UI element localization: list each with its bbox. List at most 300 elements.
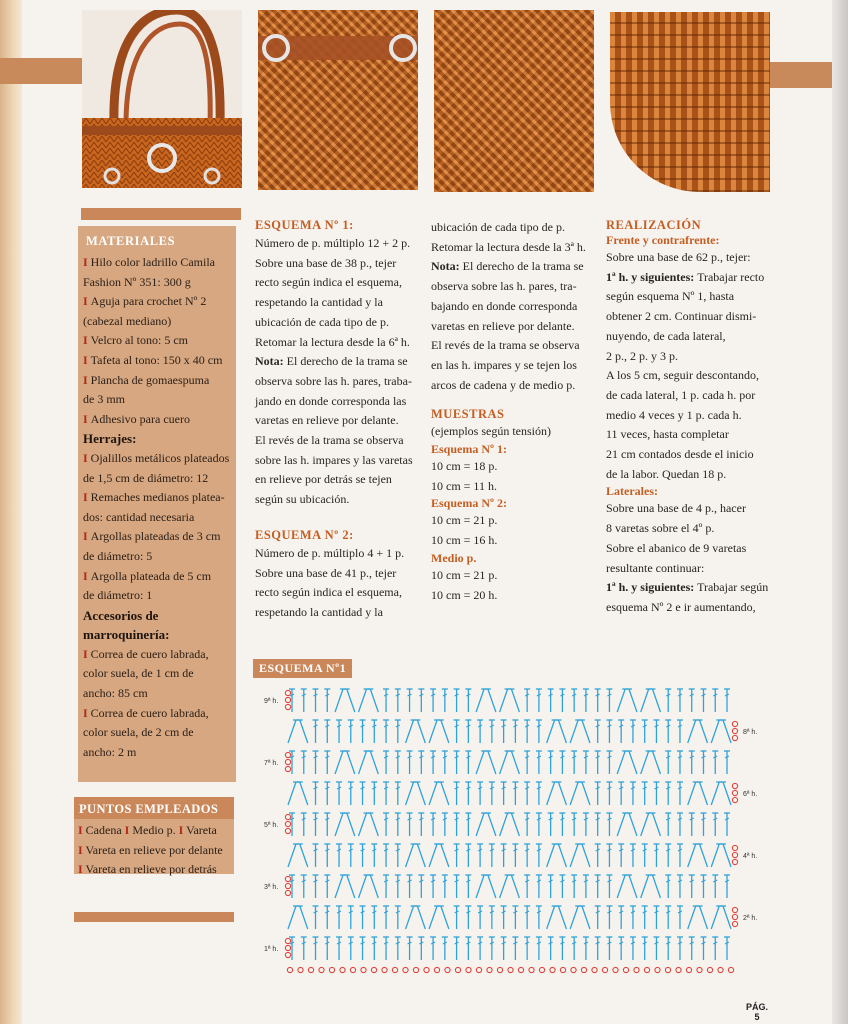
decor-band-right xyxy=(770,62,832,88)
esquema2-text xyxy=(255,544,425,623)
turning-chain xyxy=(285,752,290,757)
bullet-mark: I xyxy=(83,529,91,544)
materials-box xyxy=(78,226,236,782)
material-item xyxy=(83,351,235,371)
puntos-line-3: I Vareta en relieve por detrás xyxy=(78,862,217,877)
chain-stitch xyxy=(686,967,691,972)
crossed-vareta xyxy=(488,689,496,712)
crossed-vareta xyxy=(500,813,508,836)
crossed-vareta xyxy=(300,720,308,743)
materials-title: MATERIALES xyxy=(86,234,176,248)
materials-subheading: Herrajes: xyxy=(83,431,137,447)
crossed-vareta xyxy=(547,844,555,867)
crossed-vareta xyxy=(417,844,425,867)
puntos-line-2: I Vareta en relieve por delante xyxy=(78,842,223,857)
crossed-vareta xyxy=(417,906,425,929)
material-item xyxy=(83,723,235,743)
row-label-right: 2ª h. xyxy=(743,915,758,922)
text-line: según su ubicación. xyxy=(255,492,350,507)
muestras-subtitle: (ejemplos según tensión) xyxy=(431,424,551,439)
chain-stitch xyxy=(413,967,418,972)
crossed-vareta xyxy=(488,875,496,898)
crossed-vareta xyxy=(441,844,449,867)
bullet-mark: I xyxy=(83,333,91,348)
materials-list xyxy=(83,253,235,762)
crossed-vareta xyxy=(652,751,660,774)
crossed-vareta xyxy=(511,875,519,898)
crossed-vareta xyxy=(711,906,719,929)
crossed-vareta xyxy=(429,844,437,867)
crossed-vareta xyxy=(288,720,296,743)
chain-stitch xyxy=(665,967,670,972)
crossed-vareta xyxy=(629,875,637,898)
chain-stitch xyxy=(560,967,565,972)
crossed-vareta xyxy=(547,782,555,805)
muestra1-title: Esquema Nº 1: xyxy=(431,442,507,457)
crossed-vareta xyxy=(476,689,484,712)
text-line: Retomar la lectura desde la 6ª h. xyxy=(255,334,410,349)
text-line: El revés de la trama se observa xyxy=(255,433,404,448)
crossed-vareta xyxy=(347,875,355,898)
esquema1-text xyxy=(255,234,425,352)
material-text: Remaches medianos platea- xyxy=(90,490,225,505)
chain-stitch xyxy=(602,967,607,972)
esquema1-title: ESQUEMA Nº 1: xyxy=(255,218,354,232)
chain-stitch xyxy=(529,967,534,972)
row-label-left: 5ª h. xyxy=(264,822,279,829)
realizacion-bold-a: 1ª h. y siguientes: Trabajar recto xyxy=(606,269,765,284)
bullet-mark: I xyxy=(83,372,91,387)
chain-stitch xyxy=(634,967,639,972)
chain-stitch xyxy=(329,967,334,972)
crossed-vareta xyxy=(300,782,308,805)
chain-stitch xyxy=(728,967,733,972)
chain-stitch xyxy=(497,967,502,972)
bullet-mark: I xyxy=(83,450,91,465)
photo-bag xyxy=(82,10,242,188)
material-item xyxy=(83,410,235,430)
crossed-vareta xyxy=(558,906,566,929)
crossed-vareta xyxy=(723,906,731,929)
text-line: Número de p. múltiplo 4 + 1 p. xyxy=(255,545,405,560)
chain-stitch xyxy=(623,967,628,972)
text-line: en las h. impares y se tejen los xyxy=(431,357,577,372)
crossed-vareta xyxy=(406,720,414,743)
chain-stitch xyxy=(676,967,681,972)
crossed-vareta xyxy=(406,844,414,867)
text-line: 10 cm = 21 p. xyxy=(431,567,498,582)
turning-chain xyxy=(732,852,737,857)
text-line: 2 p., 2 p. y 3 p. xyxy=(606,348,678,363)
material-item xyxy=(83,704,235,724)
crossed-vareta xyxy=(406,906,414,929)
material-text: color suela, de 2 cm de xyxy=(83,725,194,740)
text-line: Sobre el abanico de 9 varetas xyxy=(606,540,747,555)
photo-side-detail xyxy=(610,12,770,192)
text-line: medio 4 veces y 1 p. cada h. xyxy=(606,407,742,422)
crossed-vareta xyxy=(558,720,566,743)
crossed-vareta xyxy=(347,813,355,836)
turning-chain xyxy=(732,790,737,795)
chain-stitch xyxy=(445,967,450,972)
text-line: jando en donde corresponda las xyxy=(255,393,407,408)
chain-stitch xyxy=(340,967,345,972)
column-realizacion xyxy=(606,218,786,618)
photo-strap-detail xyxy=(258,10,418,190)
realizacion-text-b xyxy=(606,499,786,578)
material-item xyxy=(83,390,235,410)
text-line: 10 cm = 11 h. xyxy=(431,478,497,493)
turning-chain xyxy=(285,945,290,950)
turning-chain xyxy=(732,783,737,788)
turning-chain xyxy=(285,766,290,771)
turning-chain xyxy=(285,883,290,888)
crossed-vareta xyxy=(347,751,355,774)
crossed-vareta xyxy=(511,751,519,774)
punto-cadena: Cadena xyxy=(85,823,122,837)
turning-chain xyxy=(285,876,290,881)
crochet-chart-esquema-1 xyxy=(262,684,772,980)
sidebar-top-band xyxy=(81,208,241,220)
sidebar-bottom-band xyxy=(74,912,234,922)
puntos-line-1: I Cadena I Medio p. I Vareta xyxy=(78,823,217,837)
turning-chain xyxy=(732,797,737,802)
row-label-right: 6ª h. xyxy=(743,791,758,798)
crossed-vareta xyxy=(582,720,590,743)
page-number xyxy=(742,1002,772,1022)
crossed-vareta xyxy=(688,720,696,743)
crossed-vareta xyxy=(699,844,707,867)
material-text: de diámetro: 5 xyxy=(83,548,153,563)
crossed-vareta xyxy=(547,720,555,743)
bullet-mark: I xyxy=(83,294,91,309)
crossed-vareta xyxy=(641,813,649,836)
material-text: Hilo color ladrillo Camila xyxy=(90,255,215,269)
turning-chain xyxy=(285,938,290,943)
column-esquemas xyxy=(255,218,425,623)
turning-chain xyxy=(285,690,290,695)
crossed-vareta xyxy=(617,689,625,712)
text-line: varetas en relieve por delante. xyxy=(431,318,575,333)
chain-stitch xyxy=(592,967,597,972)
material-text: ancho: 2 m xyxy=(83,744,137,759)
puntos-box xyxy=(74,797,234,877)
material-item xyxy=(83,547,235,567)
turning-chain xyxy=(285,814,290,819)
crossed-vareta xyxy=(723,720,731,743)
material-item xyxy=(83,645,235,665)
muestra2-title: Esquema Nº 2: xyxy=(431,496,507,511)
row-label-left: 3ª h. xyxy=(264,884,279,891)
row-label-right: 4ª h. xyxy=(743,853,758,860)
crossed-vareta xyxy=(476,813,484,836)
puntos-title: PUNTOS EMPLEADOS xyxy=(79,802,219,816)
crossed-vareta xyxy=(300,906,308,929)
chain-stitch xyxy=(466,967,471,972)
chain-stitch xyxy=(718,967,723,972)
muestras-title: MUESTRAS xyxy=(431,407,505,422)
material-item xyxy=(83,567,235,587)
chain-stitch xyxy=(434,967,439,972)
text-line: recto según indica el esquema, xyxy=(255,275,402,290)
text-line: 10 cm = 16 h. xyxy=(431,533,498,548)
turning-chain xyxy=(732,914,737,919)
crossed-vareta xyxy=(617,813,625,836)
crossed-vareta xyxy=(711,720,719,743)
text-line: de la labor. Quedan 18 p. xyxy=(606,466,727,481)
crossed-vareta xyxy=(699,782,707,805)
realizacion-bold-b: 1ª h. y siguientes: Trabajar según xyxy=(606,580,769,595)
materials-subheading: Accesorios de xyxy=(83,607,159,623)
turning-chain xyxy=(285,704,290,709)
crossed-vareta xyxy=(300,844,308,867)
decor-band-left xyxy=(0,58,84,84)
crossed-vareta xyxy=(370,689,378,712)
crossed-vareta xyxy=(370,751,378,774)
chain-stitch xyxy=(371,967,376,972)
material-item xyxy=(83,684,235,704)
turning-chain xyxy=(732,907,737,912)
text-line: obtener 2 cm. Continuar dismi- xyxy=(606,309,757,324)
turning-chain xyxy=(285,759,290,764)
chain-stitch xyxy=(655,967,660,972)
puntos-list xyxy=(78,821,223,880)
text-line: varetas en relieve por delante. xyxy=(255,413,399,428)
chain-stitch xyxy=(581,967,586,972)
crossed-vareta xyxy=(511,689,519,712)
text-line: 21 cm contados desde el inicio xyxy=(606,447,754,462)
text-line: 10 cm = 18 p. xyxy=(431,459,498,474)
crossed-vareta xyxy=(500,875,508,898)
crossed-vareta xyxy=(441,720,449,743)
material-item xyxy=(83,488,235,508)
crossed-vareta xyxy=(500,689,508,712)
crossed-vareta xyxy=(570,906,578,929)
material-text: Correa de cuero labrada, xyxy=(90,646,209,661)
bullet-mark: I xyxy=(83,490,91,505)
material-item xyxy=(83,508,235,528)
material-text: Argollas plateadas de 3 cm xyxy=(90,529,221,544)
crossed-vareta xyxy=(711,844,719,867)
material-item xyxy=(83,527,235,547)
punto-relieve-detras: Vareta en relieve por detrás xyxy=(85,862,217,877)
material-item xyxy=(83,331,235,351)
chain-stitch xyxy=(298,967,303,972)
material-text: Adhesivo para cuero xyxy=(90,411,190,426)
chain-stitch xyxy=(308,967,313,972)
material-item xyxy=(83,292,235,312)
crossed-vareta xyxy=(488,813,496,836)
material-item xyxy=(83,253,235,273)
crossed-vareta xyxy=(688,906,696,929)
material-item xyxy=(83,664,235,684)
material-text: de diámetro: 1 xyxy=(83,588,153,603)
crossed-vareta xyxy=(629,813,637,836)
chain-stitch xyxy=(508,967,513,972)
text-line: Sobre una base de 4 p., hacer xyxy=(606,501,746,516)
text-line: 10 cm = 20 h. xyxy=(431,587,498,602)
crossed-vareta xyxy=(511,813,519,836)
crossed-vareta xyxy=(347,689,355,712)
crossed-vareta xyxy=(582,844,590,867)
bullet-mark: I xyxy=(83,705,91,720)
bullet-mark: I xyxy=(83,646,91,661)
punto-medio: Medio p. xyxy=(132,823,176,837)
material-text: Correa de cuero labrada, xyxy=(90,705,209,720)
right-page-edge xyxy=(832,0,848,1024)
crossed-vareta xyxy=(570,844,578,867)
crossed-vareta xyxy=(723,844,731,867)
crossed-vareta xyxy=(641,875,649,898)
material-text: Plancha de gomaespuma xyxy=(90,372,210,387)
bullet-mark: I xyxy=(83,255,91,269)
esquema2-nota-text xyxy=(431,277,601,395)
crossed-vareta xyxy=(699,720,707,743)
crossed-vareta xyxy=(335,875,343,898)
crossed-vareta xyxy=(359,689,367,712)
bullet-mark: I xyxy=(83,352,91,367)
crossed-vareta xyxy=(288,782,296,805)
chain-stitch xyxy=(571,967,576,972)
muestra3-values xyxy=(431,566,601,605)
material-text: de 1,5 cm de diámetro: 12 xyxy=(83,470,209,485)
muestra2-values xyxy=(431,511,601,550)
text-line: sobre las h. impares y las varetas xyxy=(255,452,413,467)
text-line: ubicación de cada tipo de p. xyxy=(431,220,565,234)
chain-stitch xyxy=(550,967,555,972)
crossed-vareta xyxy=(417,720,425,743)
material-text: Velcro al tono: 5 cm xyxy=(90,333,188,348)
frente-title: Frente y contrafrente: xyxy=(606,233,720,247)
text-line: El revés de la trama se observa xyxy=(431,338,580,353)
material-text: dos: cantidad necesaria xyxy=(83,509,195,524)
crossed-vareta xyxy=(359,813,367,836)
realizacion-last-line: esquema Nº 2 e ir aumentando, xyxy=(606,599,756,614)
crossed-vareta xyxy=(617,751,625,774)
text-line: Retomar la lectura desde la 3ª h. xyxy=(431,239,586,254)
left-page-edge xyxy=(0,0,22,1024)
crossed-vareta xyxy=(652,875,660,898)
esquema2-title: ESQUEMA Nº 2: xyxy=(255,527,354,542)
text-line: Número de p. múltiplo 12 + 2 p. xyxy=(255,236,411,250)
esquema2-continued xyxy=(431,218,601,257)
row-label-right: 8ª h. xyxy=(743,729,758,736)
material-item xyxy=(83,449,235,469)
turning-chain xyxy=(732,921,737,926)
crossed-vareta xyxy=(476,751,484,774)
material-item xyxy=(83,273,235,293)
turning-chain xyxy=(732,859,737,864)
crossed-vareta xyxy=(617,875,625,898)
material-text: color suela, de 1 cm de xyxy=(83,666,194,681)
turning-chain xyxy=(285,828,290,833)
esquema1-nota-text xyxy=(255,372,425,510)
materials-subheading: marroquinería: xyxy=(83,627,170,643)
turning-chain xyxy=(285,952,290,957)
text-line: recto según indica el esquema, xyxy=(255,585,402,600)
crossed-vareta xyxy=(652,813,660,836)
realizacion-title: REALIZACIÓN xyxy=(606,218,702,232)
text-line: 8 varetas sobre el 4º p. xyxy=(606,521,715,536)
text-line: observa sobre las h. pares, traba- xyxy=(255,373,412,388)
crossed-vareta xyxy=(582,906,590,929)
chain-stitch xyxy=(613,967,618,972)
chain-stitch xyxy=(476,967,481,972)
crossed-vareta xyxy=(335,751,343,774)
material-text: (cabezal mediano) xyxy=(83,313,172,328)
crossed-vareta xyxy=(288,906,296,929)
muestra1-values xyxy=(431,457,601,496)
crossed-vareta xyxy=(406,782,414,805)
row-label-left: 7ª h. xyxy=(264,760,279,767)
turning-chain xyxy=(732,735,737,740)
chain-stitch xyxy=(518,967,523,972)
turning-chain xyxy=(285,697,290,702)
text-line: nuyendo, de cada lateral, xyxy=(606,328,726,343)
crossed-vareta xyxy=(558,844,566,867)
crossed-vareta xyxy=(335,813,343,836)
material-text: Fashion Nº 351: 300 g xyxy=(83,274,191,289)
crossed-vareta xyxy=(429,782,437,805)
crossed-vareta xyxy=(582,782,590,805)
crossed-vareta xyxy=(570,720,578,743)
chain-stitch xyxy=(644,967,649,972)
crossed-vareta xyxy=(699,906,707,929)
crossed-vareta xyxy=(500,751,508,774)
crossed-vareta xyxy=(688,782,696,805)
punto-relieve-delante: Vareta en relieve por delante xyxy=(85,842,223,857)
crossed-vareta xyxy=(570,782,578,805)
chain-stitch xyxy=(403,967,408,972)
crossed-vareta xyxy=(652,689,660,712)
text-line: arcos de cadena y de medio p. xyxy=(431,377,576,392)
crossed-vareta xyxy=(441,906,449,929)
crossed-vareta xyxy=(629,689,637,712)
material-text: ancho: 85 cm xyxy=(83,686,148,701)
chain-stitch xyxy=(424,967,429,972)
crossed-vareta xyxy=(641,751,649,774)
turning-chain xyxy=(732,721,737,726)
text-line: observa sobre las h. pares, tra- xyxy=(431,279,577,294)
esquema2-nota: Nota: El derecho de la trama se xyxy=(431,259,584,274)
crossed-vareta xyxy=(359,875,367,898)
crossed-vareta xyxy=(476,875,484,898)
crossed-vareta xyxy=(417,782,425,805)
row-label-left: 9ª h. xyxy=(264,698,279,705)
chain-stitch xyxy=(487,967,492,972)
material-text: Aguja para crochet Nº 2 xyxy=(90,294,207,309)
bullet-mark: I xyxy=(83,568,91,583)
turning-chain xyxy=(285,890,290,895)
text-line: bajando en donde corresponda xyxy=(431,298,578,313)
crossed-vareta xyxy=(429,906,437,929)
column-muestras xyxy=(431,218,601,605)
material-item xyxy=(83,371,235,391)
bullet-mark: I xyxy=(83,411,91,426)
crossed-vareta xyxy=(359,751,367,774)
material-item xyxy=(83,743,235,763)
text-line: A los 5 cm, seguir descontando, xyxy=(606,368,759,383)
chain-stitch xyxy=(455,967,460,972)
text-line: Sobre una base de 41 p., tejer xyxy=(255,565,397,580)
chain-stitch xyxy=(382,967,387,972)
crossed-vareta xyxy=(288,844,296,867)
text-line: en relieve por detrás se tejen xyxy=(255,472,392,487)
material-text: Ojalillos metálicos plateados xyxy=(90,450,230,465)
text-line: 11 veces, hasta completar xyxy=(606,427,729,442)
page-value: 5 xyxy=(754,1012,760,1022)
crossed-vareta xyxy=(429,720,437,743)
